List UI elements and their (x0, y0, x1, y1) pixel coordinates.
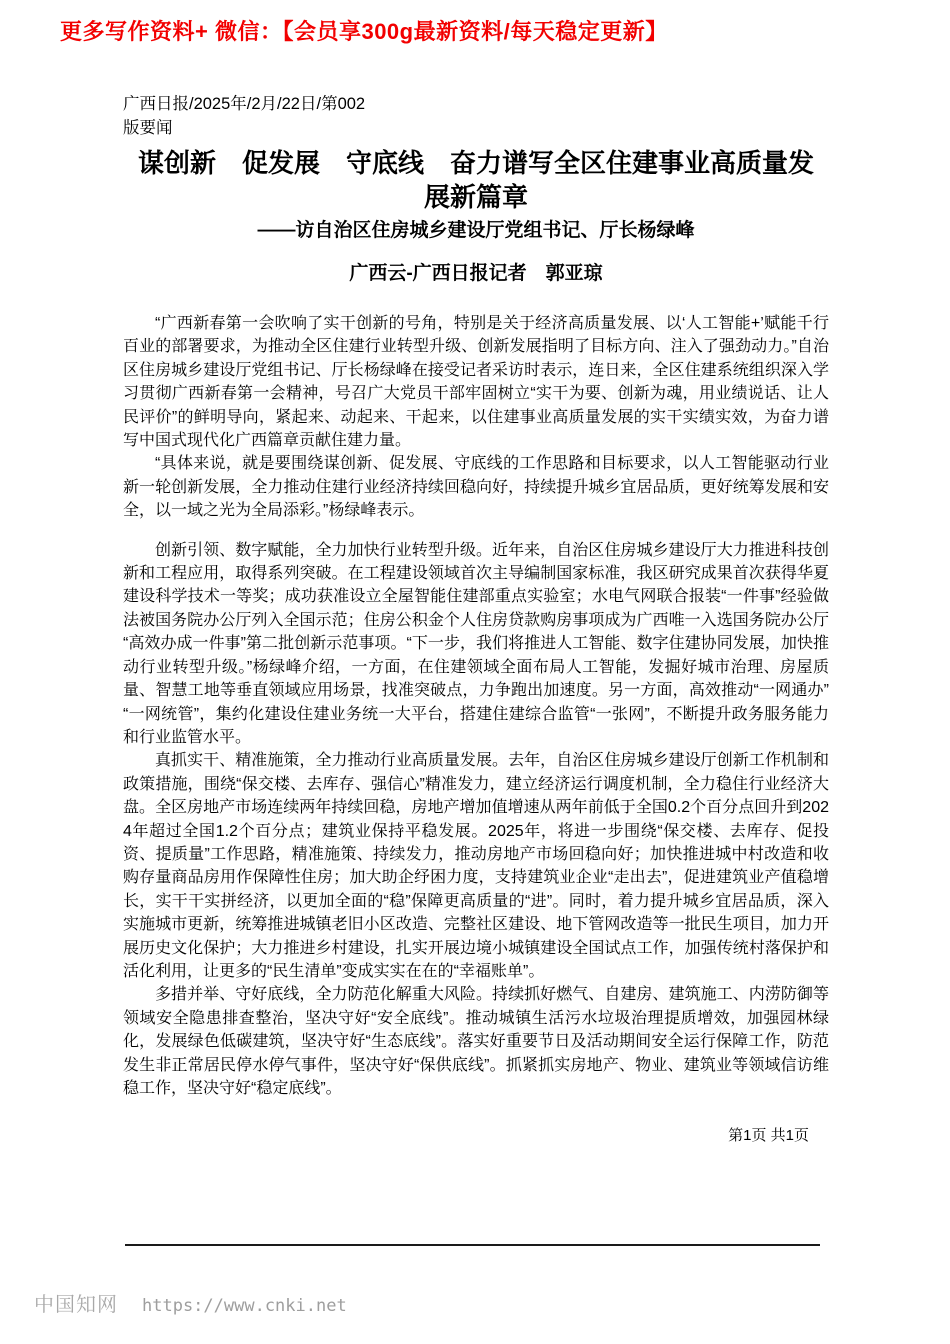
article-byline: 广西云-广西日报记者 郭亚琼 (349, 263, 603, 284)
article-title-line1: 谋创新 促发展 守底线 奋力谱写全区住建事业高质量发 (137, 148, 814, 178)
article-body (123, 312, 829, 1100)
article-paragraph-3: 创新引领、数字赋能，全力加快行业转型升级。近年来，自治区住房城乡建设厅大力推进科技创新和工程应用，取得系列突破。在工程建设领域首次主导编制国家标准，我区研究成果首次获得华夏建设科学技术一等奖；成功获准设立全屋智能住建部重点实验室；水电气网联合报装“一件事”经验做法被国务院办公厅列入全国示范；住房公积金个人住房贷款购房事项成为广西唯一入选国务院办公厅“高效办成一件事”第二批创新示范事项。“下一步，我们将推进人工智能、数字住建协同发展，加快推动行业转型升级。”杨绿峰介绍，一方面，在住建领域全面布局人工智能，发掘好城市治理、房屋质量、智慧工地等垂直领域应用场景，找准突破点，力争跑出加速度。另一方面，高效推动“一网通办”“一网统管”，集约化建设住建业务统一大平台，搭建住建综合监管“一张网”，不断提升政务服务能力和行业监管水平。 (123, 541, 829, 746)
page-number-indicator: 第1页 共1页 (728, 1127, 809, 1145)
cnki-site-name: 中国知网 (34, 1292, 118, 1316)
cnki-site-url: https://www.cnki.net (142, 1296, 347, 1316)
article-paragraph-2: “具体来说，就是要围绕谋创新、促发展、守底线的工作思路和目标要求，以人工智能驱动行业新一轮创新发展，全力推动住建行业经济持续回稳向好，持续提升城乡宜居品质，更好统筹发展和安全，以一域之光为全局添彩。”杨绿峰表示。 (123, 455, 829, 520)
cnki-watermark (34, 1288, 347, 1317)
source-citation-line2: 版要闻 (123, 119, 173, 137)
article-paragraph-1: “广西新春第一会吹响了实干创新的号角，特别是关于经济高质量发展、以‘人工智能+’赋能千行百业的部署要求，为推动全区住建行业转型升级、创新发展指明了目标方向、注入了强劲动力。”自治区住房城乡建设厅党组书记、厅长杨绿峰在接受记者采访时表示，连日来，全区住建系统组织深入学习贯彻广西新春第一会精神，号召广大党员干部牢固树立“实干为要、创新为魂，用业绩说话、让人民评价”的鲜明导向，紧起来、动起来、干起来，以住建事业高质量发展的实干实绩实效，为奋力谱写中国式现代化广西篇章贡献住建力量。 (123, 315, 829, 450)
article-title (123, 146, 829, 214)
promo-banner-text: 更多写作资料+ 微信：【会员享300g最新资料/每天稳定更新】 (60, 19, 668, 44)
source-citation-line1: 广西日报/2025年/2月/22日/第002 (123, 95, 366, 113)
article-paragraph-5: 多措并举、守好底线，全力防范化解重大风险。持续抓好燃气、自建房、建筑施工、内涝防御等领域安全隐患排查整治，坚决守好“安全底线”。推动城镇生活污水垃圾治理提质增效，加强园林绿化，发展绿色低碳建筑，坚决守好“生态底线”。落实好重要节日及活动期间安全运行保障工作，防范发生非正常居民停水停气事件，坚决守好“保供底线”。抓紧抓实房地产、物业、建筑业等领域信访维稳工作，坚决守好“稳定底线”。 (123, 986, 829, 1097)
footer-divider-line (125, 1244, 820, 1246)
article-title-line2: 展新篇章 (423, 182, 528, 212)
article-subtitle: ——访自治区住房城乡建设厅党组书记、厅长杨绿峰 (257, 220, 695, 241)
article-paragraph-4: 真抓实干、精准施策，全力推动行业高质量发展。去年，自治区住房城乡建设厅创新工作机制和政策措施，围绕“保交楼、去库存、强信心”精准发力，建立经济运行调度机制，全力稳住行业经济大盘。全区房地产市场连续两年持续回稳，房地产增加值增速从两年前低于全国0.2个百分点回升到2024年超过全国1.2个百分点；建筑业保持平稳发展。2025年，将进一步围绕“保交楼、去库存、促投资、提质量”工作思路，精准施策、持续发力，推动房地产市场回稳向好；加快推进城中村改造和收购存量商品房用作保障性住房；加大助企纾困力度，支持建筑业企业“走出去”，促进建筑业产值稳增长，实干干实拼经济，以更加全面的“稳”保障更高质量的“进”。同时，着力提升城乡宜居品质，深入实施城市更新，统筹推进城镇老旧小区改造、完整社区建设、地下管网改造等一批民生项目，加力开展历史文化保护；大力推进乡村建设，扎实开展边境小城镇建设全国试点工作，加强传统村落保护和活化利用，让更多的“民生清单”变成实实在在的“幸福账单”。 (123, 752, 829, 980)
article-container (123, 92, 829, 1146)
